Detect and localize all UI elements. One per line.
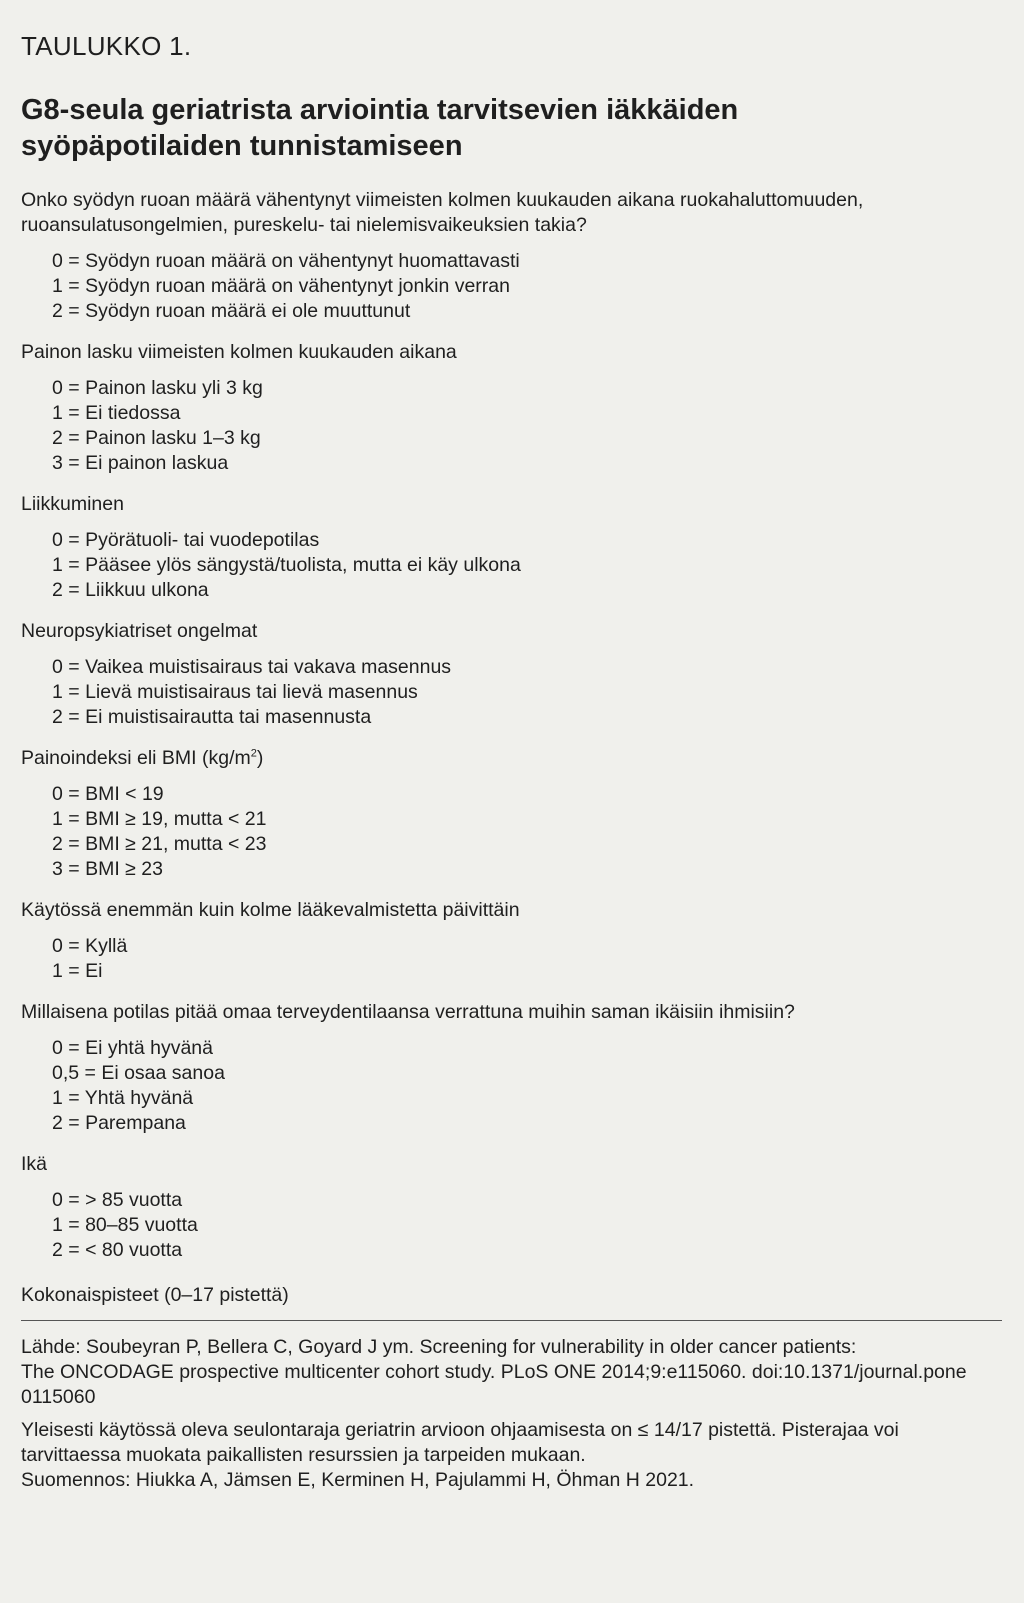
option-item: 2 = BMI ≥ 21, mutta < 23 xyxy=(52,833,267,855)
question-text: Liikkuminen xyxy=(21,493,124,515)
options-list xyxy=(52,528,1002,603)
option-item: 1 = Ei tiedossa xyxy=(52,402,181,424)
question-block xyxy=(21,898,1002,984)
option-item: 2 = Painon lasku 1–3 kg xyxy=(52,427,261,449)
question-block xyxy=(21,1000,1002,1136)
option-item: 3 = BMI ≥ 23 xyxy=(52,858,163,880)
option-item: 1 = Lievä muistisairaus tai lievä masennus xyxy=(52,681,418,703)
question-text: Millaisena potilas pitää omaa terveydentilaansa verrattuna muihin saman ikäisiin ihmisiin? xyxy=(21,1001,795,1023)
option-item: 0 = Syödyn ruoan määrä on vähentynyt huomattavasti xyxy=(52,250,520,272)
source-line: The ONCODAGE prospective multicenter cohort study. PLoS ONE 2014;9:e115060. doi:10.1371/journal.pone xyxy=(21,1361,967,1383)
options-list xyxy=(52,1188,1002,1263)
table-title: G8-seula geriatrista arviointia tarvitsevien iäkkäiden syöpäpotilaiden tunnistamiseen xyxy=(21,94,739,162)
questions-list xyxy=(21,188,1002,1263)
source-citation xyxy=(21,1335,1002,1410)
option-item: 2 = Liikkuu ulkona xyxy=(52,579,209,601)
question-text: Ikä xyxy=(21,1153,48,1175)
option-item: 1 = 80–85 vuotta xyxy=(52,1214,198,1236)
option-item: 2 = Ei muistisairautta tai masennusta xyxy=(52,706,372,728)
superscript: 2 xyxy=(250,747,257,760)
option-item: 2 = < 80 vuotta xyxy=(52,1239,183,1261)
option-item: 0,5 = Ei osaa sanoa xyxy=(52,1062,225,1084)
question-text: Käytössä enemmän kuin kolme lääkevalmistetta päivittäin xyxy=(21,899,520,921)
question-block xyxy=(21,188,1002,324)
threshold-note xyxy=(21,1418,1002,1493)
options-list xyxy=(52,1036,1002,1136)
note-line: tarvittaessa muokata paikallisten resurssien ja tarpeiden mukaan. xyxy=(21,1444,586,1466)
footer-notes xyxy=(21,1335,1002,1493)
option-item: 0 = BMI < 19 xyxy=(52,783,164,805)
option-item: 0 = Pyörätuoli- tai vuodepotilas xyxy=(52,529,320,551)
option-item: 1 = Ei xyxy=(52,960,103,982)
question-block xyxy=(21,746,1002,882)
option-item: 2 = Parempana xyxy=(52,1112,186,1134)
option-item: 2 = Syödyn ruoan määrä ei ole muuttunut xyxy=(52,300,411,322)
question-text: Neuropsykiatriset ongelmat xyxy=(21,620,258,642)
options-list xyxy=(52,655,1002,730)
option-item: 3 = Ei painon laskua xyxy=(52,452,229,474)
source-line: Lähde: Soubeyran P, Bellera C, Goyard J ym. Screening for vulnerability in older cancer patients: xyxy=(21,1336,857,1358)
options-list xyxy=(52,249,1002,324)
option-item: 0 = Painon lasku yli 3 kg xyxy=(52,377,263,399)
total-score-label: Kokonaispisteet (0–17 pistettä) xyxy=(21,1284,289,1306)
translation-credit: Suomennos: Hiukka A, Jämsen E, Kerminen H, Pajulammi H, Öhman H 2021. xyxy=(21,1469,695,1491)
option-item: 1 = BMI ≥ 19, mutta < 21 xyxy=(52,808,267,830)
option-item: 1 = Pääsee ylös sängystä/tuolista, mutta ei käy ulkona xyxy=(52,554,521,576)
option-item: 0 = > 85 vuotta xyxy=(52,1189,183,1211)
question-text: Painon lasku viimeisten kolmen kuukauden aikana xyxy=(21,341,457,363)
question-text xyxy=(21,746,1002,771)
note-line: Yleisesti käytössä oleva seulontaraja geriatrin arvioon ohjaamisesta on ≤ 14/17 pistettä. Pisterajaa voi xyxy=(21,1419,899,1441)
option-item: 1 = Yhtä hyvänä xyxy=(52,1087,194,1109)
option-item: 0 = Ei yhtä hyvänä xyxy=(52,1037,213,1059)
source-line: 0115060 xyxy=(21,1386,96,1408)
options-list xyxy=(52,782,1002,882)
question-text-end: ) xyxy=(256,747,264,769)
table-label: TAULUKKO 1. xyxy=(21,31,192,61)
divider xyxy=(21,1320,1002,1321)
question-block xyxy=(21,492,1002,603)
option-item: 0 = Kyllä xyxy=(52,935,128,957)
question-block xyxy=(21,619,1002,730)
options-list xyxy=(52,376,1002,476)
question-block xyxy=(21,1152,1002,1263)
option-item: 0 = Vaikea muistisairaus tai vakava masennus xyxy=(52,656,452,678)
question-block xyxy=(21,340,1002,476)
question-text-main: Painoindeksi eli BMI (kg/m xyxy=(21,747,251,769)
options-list xyxy=(52,934,1002,984)
question-text: Onko syödyn ruoan määrä vähentynyt viimeisten kolmen kuukauden aikana ruokahaluttomuuden, ruoansulatusongelmien, pureskelu- tai nielemisvaikeuksien takia? xyxy=(21,189,864,236)
option-item: 1 = Syödyn ruoan määrä on vähentynyt jonkin verran xyxy=(52,275,510,297)
